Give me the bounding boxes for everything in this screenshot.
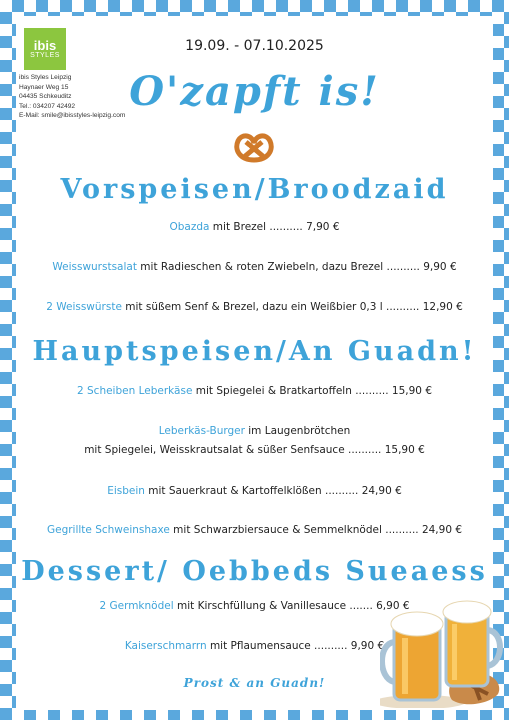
menu-item-description: im Laugenbrötchen bbox=[244, 425, 351, 437]
menu-item-name: Leberkäs-Burger bbox=[158, 425, 245, 437]
menu-item-name: Kaiserschmarrn bbox=[124, 640, 207, 652]
menu-item-schweinshaxe bbox=[0, 524, 509, 536]
hotel-name: ibis Styles Leipzig bbox=[19, 74, 72, 81]
menu-item-leberkaes-burger-line2: mit Spiegelei, Weisskrautsalat & süßer Senfsauce .......... 15,90 € bbox=[84, 444, 425, 456]
beer-mugs-illustration bbox=[380, 590, 504, 708]
event-dates: 19.09. - 07.10.2025 bbox=[185, 38, 324, 54]
section-heading-dessert: Dessert/ Oebbeds Sueaess bbox=[21, 556, 488, 587]
hotel-street: Haynaer Weg 15 bbox=[19, 83, 69, 91]
hotel-phone: Tel.: 034207 42492 bbox=[19, 102, 76, 110]
pretzel-icon bbox=[232, 130, 276, 166]
footer-toast: Prost & an Guadn! bbox=[183, 676, 326, 690]
menu-item-obazda bbox=[0, 221, 509, 233]
menu-item-eisbein bbox=[0, 485, 509, 497]
section-heading-hauptspeisen: Hauptspeisen/An Guadn! bbox=[32, 336, 477, 367]
menu-item-description: mit Sauerkraut & Kartoffelklößen .......... 24,90 € bbox=[144, 485, 402, 497]
menu-item-name: Eisbein bbox=[107, 485, 145, 497]
menu-item-name: 2 Scheiben Leberkäse bbox=[76, 385, 193, 397]
menu-item-description: mit Brezel .......... 7,90 € bbox=[209, 221, 340, 233]
menu-item-description: mit Kirschfüllung & Vanillesauce ....... 6,90 € bbox=[173, 600, 410, 612]
menu-item-leberkaese bbox=[0, 385, 509, 397]
menu-item-name: Gegrillte Schweinshaxe bbox=[46, 524, 170, 536]
menu-item-name: 2 Weisswürste bbox=[46, 301, 122, 313]
menu-item-description: mit süßem Senf & Brezel, dazu ein Weißbier 0,3 l .......... 12,90 € bbox=[121, 301, 463, 313]
hotel-email: E-Mail: smile@ibisstyles-leipzig.com bbox=[19, 112, 126, 119]
menu-item-description: mit Radieschen & roten Zwiebeln, dazu Brezel .......... 9,90 € bbox=[136, 261, 457, 273]
hotel-city: 04435 Schkeuditz bbox=[19, 93, 72, 100]
menu-item-name: Obazda bbox=[169, 221, 210, 233]
section-heading-vorspeisen: Vorspeisen/Broodzaid bbox=[60, 174, 449, 205]
menu-item-name: 2 Germknödel bbox=[99, 600, 174, 612]
menu-item-name: Weisswurstsalat bbox=[52, 261, 137, 273]
menu-item-weisswuerste bbox=[0, 301, 509, 313]
menu-item-description: mit Pflaumensauce .......... 9,90 € bbox=[206, 640, 385, 652]
menu-item-weisswurstsalat bbox=[0, 261, 509, 273]
main-title: O'zapft is! bbox=[129, 68, 380, 115]
logo-text-ibis: ibis bbox=[33, 38, 57, 53]
menu-item-description: mit Spiegelei & Bratkartoffeln .......... 15,90 € bbox=[192, 385, 433, 397]
menu-item-description: mit Schwarzbiersauce & Semmelknödel .......... 24,90 € bbox=[169, 524, 463, 536]
logo-text-styles: STYLES bbox=[30, 52, 60, 59]
menu-item-leberkaes-burger bbox=[0, 425, 509, 437]
